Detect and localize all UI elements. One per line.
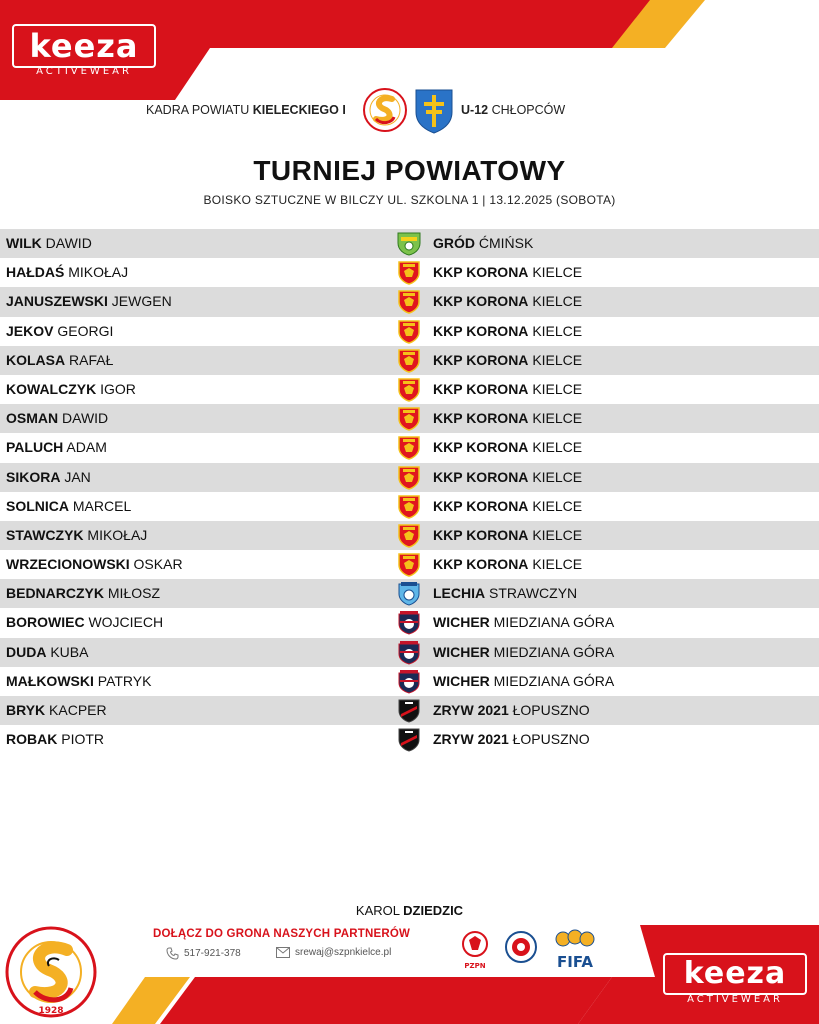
lechia-crest-icon [397,581,421,606]
player-last-name: BOROWIEC [6,614,85,631]
player-last-name: ROBAK [6,731,58,748]
szpn-large-logo [5,922,97,1020]
wicher-crest-icon [397,610,421,635]
club-name-bold: KKP KORONA [433,264,529,281]
club-name-rest: ĆMIŃSK [478,235,534,251]
club-name [433,264,582,280]
club-name-rest: MIEDZIANA GÓRA [493,672,615,689]
club-name [433,614,614,630]
roster-row [0,638,819,667]
player-first-name: KACPER [49,702,107,718]
player-name [6,527,147,543]
contact-email[interactable] [276,947,391,958]
club-name [433,381,582,397]
squad-line-right: U-12 CHŁOPCÓW [461,103,566,117]
player-last-name: JANUSZEWSKI [6,293,108,310]
player-first-name: MARCEL [72,497,132,514]
player-last-name: BRYK [6,702,46,718]
club-name [433,235,533,251]
grod-crest-icon [397,231,421,256]
player-name [6,673,151,689]
club-name-rest: ŁOPUSZNO [512,702,590,718]
roster-row [0,404,819,433]
club-name-bold: KKP KORONA [433,556,529,573]
club-name-bold: LECHIA [433,585,486,602]
korona-crest-icon [397,377,421,402]
footer-keeza-logo: keeza [663,953,807,995]
keeza-logo-word: keeza [29,27,139,65]
player-first-name: ADAM [66,439,107,456]
player-first-name: PATRYK [97,672,152,689]
club-name-rest: KIELCE [532,380,583,397]
club-name-rest: ŁOPUSZNO [512,731,590,748]
player-last-name: WRZECIONOWSKI [6,556,130,573]
wicher-crest-icon [397,640,421,665]
club-name-rest: MIEDZIANA GÓRA [493,643,615,660]
keeza-logo-sub: ACTIVEWEAR [36,66,132,77]
club-name-bold: KKP KORONA [433,322,529,339]
coach-line: KAROL DZIEDZIC [355,903,464,918]
club-name [433,410,582,426]
roster-row [0,463,819,492]
svg-text:FIFA: FIFA [557,953,593,971]
player-last-name: SIKORA [6,468,61,485]
partners-heading: DOŁĄCZ DO GRONA NASZYCH PARTNERÓW [153,928,411,940]
player-last-name: STAWCZYK [6,526,84,543]
roster-row [0,550,819,579]
player-name [6,439,107,455]
roster-row [0,667,819,696]
roster-list [0,229,819,754]
club-name-rest: KIELCE [532,497,583,514]
svg-text:1928: 1928 [38,1006,64,1016]
club-name [433,702,590,718]
roster-row [0,579,819,608]
roster-row [0,433,819,462]
roster-row [0,346,819,375]
club-name-bold: KKP KORONA [433,380,529,397]
roster-row [0,229,819,258]
player-name [6,381,136,397]
club-name [433,556,582,572]
club-name-rest: KIELCE [532,322,583,339]
roster-row [0,287,819,316]
player-first-name: RAFAŁ [69,351,114,368]
zryw-crest-icon [397,698,421,723]
player-first-name: WOJCIECH [88,614,164,631]
player-first-name: MIKOŁAJ [68,264,129,281]
club-name-bold: KKP KORONA [433,439,529,456]
player-first-name: PIOTR [61,731,105,748]
club-name-bold: KKP KORONA [433,468,529,485]
player-name [6,410,108,426]
player-first-name: DAWID [62,410,109,427]
club-name-bold: KKP KORONA [433,410,529,427]
player-first-name: JEWGEN [111,293,172,310]
footer-keeza-sub: ACTIVEWEAR [687,994,783,1005]
phone-number: 517-921-378 [184,948,241,959]
player-last-name: JEKOV [6,322,54,339]
roster-row [0,375,819,404]
email-address: srewaj@szpnkielce.pl [295,947,392,958]
player-first-name: GEORGI [57,322,114,339]
wicher-crest-icon [397,669,421,694]
korona-crest-icon [397,406,421,431]
club-name-bold: KKP KORONA [433,351,529,368]
contact-phone[interactable] [166,947,241,960]
email-icon [276,947,290,958]
swietokrzyskie-coat-of-arms [414,88,454,134]
player-name [6,585,160,601]
club-name [433,439,582,455]
club-name-rest: KIELCE [532,468,583,485]
club-name [433,585,577,601]
player-last-name: WILK [6,235,42,251]
szpn-small-logo [362,85,408,135]
player-last-name: HAŁDAŚ [6,264,65,281]
roster-row [0,317,819,346]
player-last-name: MAŁKOWSKI [6,672,94,689]
player-last-name: PALUCH [6,439,64,456]
korona-crest-icon [397,435,421,460]
player-first-name: KUBA [50,643,89,660]
club-name-rest: KIELCE [532,351,583,368]
korona-crest-icon [397,523,421,548]
club-name [433,323,582,339]
club-name-bold: ZRYW 2021 [433,702,509,718]
club-name-bold: KKP KORONA [433,497,529,514]
club-name-bold: KKP KORONA [433,526,529,543]
club-name-bold: GRÓD [433,235,475,251]
fifa-logo [553,927,597,971]
player-name [6,702,107,718]
player-last-name: KOLASA [6,351,66,368]
player-first-name: MIKOŁAJ [87,526,148,543]
club-name [433,469,582,485]
korona-crest-icon [397,319,421,344]
player-first-name: DAWID [45,235,92,251]
korona-crest-icon [397,552,421,577]
player-name [6,556,183,572]
zryw-crest-icon [397,727,421,752]
player-name [6,352,113,368]
player-last-name: OSMAN [6,410,59,427]
club-name-bold: WICHER [433,643,490,660]
player-name [6,264,128,280]
keeza-logo [12,24,156,68]
player-last-name: KOWALCZYK [6,380,97,397]
club-name-rest: KIELCE [532,264,583,281]
venue-line: BOISKO SZTUCZNE W BILCZY UL. SZKOLNA 1 | 13.12.2025 (SOBOTA) [203,193,616,207]
player-name [6,323,113,339]
club-name-bold: WICHER [433,614,490,631]
svg-text:PZPN: PZPN [464,962,486,970]
club-name [433,731,590,747]
player-name [6,644,88,660]
player-name [6,498,131,514]
player-last-name: BEDNARCZYK [6,585,104,602]
player-first-name: MIŁOSZ [107,585,161,602]
player-name [6,293,172,309]
squad-line-left: KADRA POWIATU KIELECKIEGO I [146,103,346,117]
korona-crest-icon [397,289,421,314]
player-name [6,731,104,747]
roster-row [0,608,819,637]
roster-row [0,492,819,521]
player-name [6,614,163,630]
club-name-rest: KIELCE [532,556,583,573]
page-title: TURNIEJ POWIATOWY [253,155,566,186]
korona-crest-icon [397,260,421,285]
player-first-name: IGOR [100,380,136,397]
player-name [6,235,92,251]
club-name [433,293,582,309]
player-first-name: JAN [64,468,91,485]
korona-crest-icon [397,348,421,373]
roster-row [0,725,819,754]
club-name [433,644,614,660]
player-last-name: SOLNICA [6,497,69,514]
uefa-logo [504,930,538,966]
korona-crest-icon [397,465,421,490]
club-name-rest: KIELCE [532,526,583,543]
roster-row [0,696,819,725]
club-name-rest: MIEDZIANA GÓRA [493,614,615,631]
pzpn-logo [460,930,490,970]
korona-crest-icon [397,494,421,519]
club-name-rest: KIELCE [532,439,583,456]
club-name [433,527,582,543]
club-name-bold: KKP KORONA [433,293,529,310]
top-banner [0,0,819,100]
phone-icon [166,947,179,960]
club-name-rest: STRAWCZYN [489,585,578,602]
club-name-rest: KIELCE [532,410,583,427]
club-name [433,352,582,368]
club-name-bold: WICHER [433,672,490,689]
club-name [433,498,582,514]
club-name [433,673,614,689]
club-name-bold: ZRYW 2021 [433,731,509,748]
roster-row [0,258,819,287]
player-first-name: OSKAR [133,556,183,573]
roster-row [0,521,819,550]
player-name [6,469,91,485]
club-name-rest: KIELCE [532,293,583,310]
player-last-name: DUDA [6,643,47,660]
